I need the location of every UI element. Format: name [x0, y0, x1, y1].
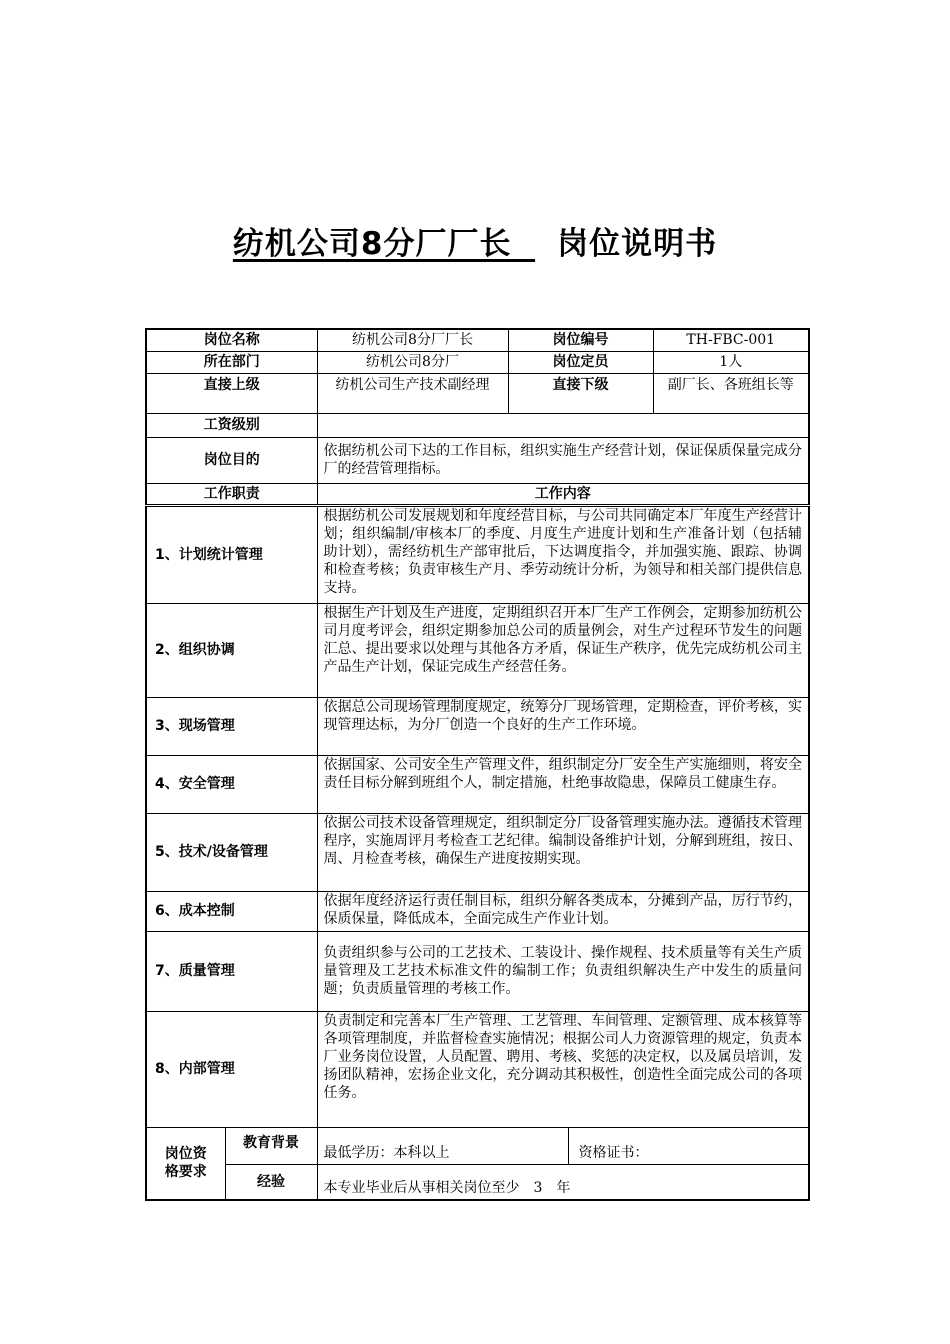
duty-content: 依据公司技术设备管理规定，组织制定分厂设备管理实施办法。遵循技术管理程序，实施周评月考检查工艺纪律。编制设备维护计划，分解到班组，按日、周、月检查考核，确保生产进度按期实现。 — [317, 813, 809, 891]
row-duties-header — [146, 483, 809, 505]
row-experience — [146, 1164, 809, 1200]
duty-content: 根据纺机公司发展规划和年度经营目标，与公司共同确定本厂年度生产经营计划；组织编制/审核本厂的季度、月度生产进度计划和生产准备计划（包括辅助计划），需经纺机生产部审批后，下达调度指令，并加强实施、跟踪、协调和检查考核；负责审核生产月、季劳动统计分析，为领导和相关部门提供信息支持。 — [317, 505, 809, 603]
post-name-label: 岗位名称 — [146, 329, 317, 351]
row-purpose — [146, 437, 809, 483]
duty-content: 依据年度经济运行责任制目标，组织分解各类成本，分摊到产品，厉行节约，保质保量，降低成本，全面完成生产作业计划。 — [317, 891, 809, 931]
requirements-label: 岗位资格要求 — [146, 1127, 225, 1200]
headcount-value: 1人 — [653, 351, 809, 373]
duty-row — [146, 697, 809, 755]
dept-value: 纺机公司8分厂 — [317, 351, 508, 373]
duty-row — [146, 505, 809, 603]
duty-row — [146, 603, 809, 697]
duty-name: 5、技术/设备管理 — [146, 813, 317, 891]
duty-name: 8、内部管理 — [146, 1011, 317, 1127]
document-title — [0, 218, 950, 263]
duty-name: 1、计划统计管理 — [146, 505, 317, 603]
row-department — [146, 351, 809, 373]
duty-name: 3、现场管理 — [146, 697, 317, 755]
purpose-value: 依据纺机公司下达的工作目标，组织实施生产经营计划，保证保质保量完成分厂的经营管理指标。 — [317, 437, 809, 483]
duty-name: 7、质量管理 — [146, 931, 317, 1011]
subordinate-value: 副厂长、各班组长等 — [653, 373, 809, 413]
row-education — [146, 1127, 809, 1164]
education-label: 教育背景 — [225, 1127, 317, 1164]
superior-value: 纺机公司生产技术副经理 — [317, 373, 508, 413]
salary-label: 工资级别 — [146, 413, 317, 437]
job-description-table — [145, 328, 810, 1201]
duty-row — [146, 1011, 809, 1127]
row-post-name — [146, 329, 809, 351]
duties-header-col1: 工作职责 — [146, 483, 317, 505]
duty-content: 负责制定和完善本厂生产管理、工艺管理、车间管理、定额管理、成本核算等各项管理制度，并监督检查实施情况；根据公司人力资源管理的规定，负责本厂业务岗位设置，人员配置、聘用、考核、奖惩的决定权，以及属员培训，发扬团队精神，宏扬企业文化，充分调动其积极性，创造性全面完成公司的各项任务。 — [317, 1011, 809, 1127]
document-title-suffix: 岗位说明书 — [557, 226, 718, 262]
certificate-label: 资格证书： — [578, 1144, 649, 1161]
superior-label: 直接上级 — [146, 373, 317, 413]
experience-label: 经验 — [225, 1164, 317, 1200]
experience-value: 本专业毕业后从事相关岗位至少 3 年 — [317, 1164, 809, 1200]
row-salary — [146, 413, 809, 437]
purpose-label: 岗位目的 — [146, 437, 317, 483]
dept-label: 所在部门 — [146, 351, 317, 373]
duties-header-col2: 工作内容 — [317, 483, 809, 505]
post-code-label: 岗位编号 — [508, 329, 653, 351]
duty-content: 根据生产计划及生产进度，定期组织召开本厂生产工作例会，定期参加纺机公司月度考评会，组织定期参加总公司的质量例会，对生产过程环节发生的问题汇总、提出要求以处理与其他各方矛盾，保证生产秩序，优先完成纺机公司主产品生产计划，保证完成生产经营任务。 — [317, 603, 809, 697]
duty-row — [146, 891, 809, 931]
duty-name: 6、成本控制 — [146, 891, 317, 931]
salary-value — [317, 413, 809, 437]
row-superior — [146, 373, 809, 413]
headcount-label: 岗位定员 — [508, 351, 653, 373]
duty-content: 依据国家、公司安全生产管理文件，组织制定分厂安全生产实施细则，将安全责任目标分解到班组个人，制定措施，杜绝事故隐患，保障员工健康生存。 — [317, 755, 809, 813]
duty-content: 依据总公司现场管理制度规定，统筹分厂现场管理，定期检查，评价考核，实现管理达标，为分厂创造一个良好的生产工作环境。 — [317, 697, 809, 755]
duty-name: 2、组织协调 — [146, 603, 317, 697]
duty-row — [146, 755, 809, 813]
post-code-value: TH-FBC-001 — [653, 329, 809, 351]
subordinate-label: 直接下级 — [508, 373, 653, 413]
education-value: 最低学历：本科以上 — [318, 1128, 569, 1164]
duty-content: 负责组织参与公司的工艺技术、工装设计、操作规程、技术质量等有关生产质量管理及工艺技术标准文件的编制工作；负责组织解决生产中发生的质量问题；负责质量管理的考核工作。 — [317, 931, 809, 1011]
document-title-main: 纺机公司8分厂厂长 — [232, 226, 512, 262]
post-name-value: 纺机公司8分厂厂长 — [317, 329, 508, 351]
duty-row — [146, 931, 809, 1011]
duty-row — [146, 813, 809, 891]
duty-name: 4、安全管理 — [146, 755, 317, 813]
